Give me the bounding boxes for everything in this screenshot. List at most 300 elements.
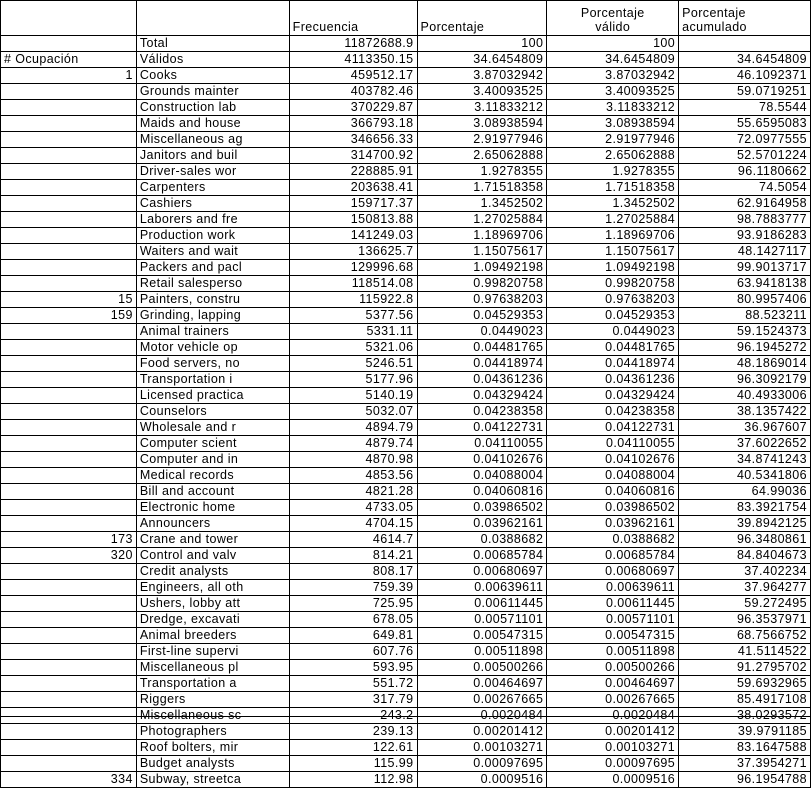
row-label: Miscellaneous ag xyxy=(136,132,289,148)
row-id xyxy=(1,644,137,660)
row-porcentaje-acumulado: 96.3480861 xyxy=(679,532,811,548)
table-row xyxy=(1,116,811,132)
row-porcentaje-acumulado: 59.6932965 xyxy=(679,676,811,692)
row-label: Retail salesperso xyxy=(136,276,289,292)
row-porcentaje-acumulado: 48.1427117 xyxy=(679,244,811,260)
header-porcentaje-valido xyxy=(547,1,679,36)
row-porcentaje-valido: 0.04418974 xyxy=(547,356,679,372)
row-porcentaje-acumulado: 83.1647588 xyxy=(679,740,811,756)
row-frecuencia: 814.21 xyxy=(289,548,417,564)
row-label: Crane and tower xyxy=(136,532,289,548)
row-porcentaje: 1.15075617 xyxy=(417,244,547,260)
row-label: Transportation i xyxy=(136,372,289,388)
row-porcentaje-valido: 0.0020484 xyxy=(547,708,679,724)
validos-frecuencia: 4113350.15 xyxy=(289,52,417,68)
row-porcentaje: 3.40093525 xyxy=(417,84,547,100)
row-label: Control and valv xyxy=(136,548,289,564)
row-label: Carpenters xyxy=(136,180,289,196)
row-porcentaje: 0.03962161 xyxy=(417,516,547,532)
row-id xyxy=(1,484,137,500)
table-row xyxy=(1,596,811,612)
row-frecuencia: 150813.88 xyxy=(289,212,417,228)
row-label: Grounds mainter xyxy=(136,84,289,100)
row-frecuencia: 678.05 xyxy=(289,612,417,628)
row-porcentaje: 0.00267665 xyxy=(417,692,547,708)
row-frecuencia: 4853.56 xyxy=(289,468,417,484)
row-porcentaje-valido: 0.04102676 xyxy=(547,452,679,468)
row-porcentaje-valido: 0.04238358 xyxy=(547,404,679,420)
validos-row xyxy=(1,52,811,68)
row-porcentaje-acumulado: 36.967607 xyxy=(679,420,811,436)
validos-porcentaje: 34.6454809 xyxy=(417,52,547,68)
row-porcentaje-acumulado: 38.0293572 xyxy=(679,708,811,724)
row-porcentaje: 0.0009516 xyxy=(417,772,547,788)
row-label: Computer and in xyxy=(136,452,289,468)
row-id xyxy=(1,676,137,692)
row-porcentaje-acumulado: 93.9186283 xyxy=(679,228,811,244)
row-id xyxy=(1,388,137,404)
row-id xyxy=(1,180,137,196)
validos-porcentaje-acumulado: 34.6454809 xyxy=(679,52,811,68)
row-porcentaje: 0.00685784 xyxy=(417,548,547,564)
row-frecuencia: 370229.87 xyxy=(289,100,417,116)
row-frecuencia: 5321.06 xyxy=(289,340,417,356)
row-id xyxy=(1,564,137,580)
table-row xyxy=(1,676,811,692)
row-porcentaje: 0.04122731 xyxy=(417,420,547,436)
row-porcentaje-valido: 2.91977946 xyxy=(547,132,679,148)
row-porcentaje-acumulado: 39.9791185 xyxy=(679,724,811,740)
table-row xyxy=(1,452,811,468)
row-porcentaje-acumulado: 48.1869014 xyxy=(679,356,811,372)
row-porcentaje-valido: 0.04088004 xyxy=(547,468,679,484)
row-label: Budget analysts xyxy=(136,756,289,772)
row-porcentaje: 0.00500266 xyxy=(417,660,547,676)
row-label: Production work xyxy=(136,228,289,244)
row-id xyxy=(1,276,137,292)
row-frecuencia: 118514.08 xyxy=(289,276,417,292)
row-porcentaje: 0.04481765 xyxy=(417,340,547,356)
row-porcentaje: 1.27025884 xyxy=(417,212,547,228)
row-porcentaje: 0.0020484 xyxy=(417,708,547,724)
row-porcentaje-acumulado: 98.7883777 xyxy=(679,212,811,228)
row-frecuencia: 4894.79 xyxy=(289,420,417,436)
row-id xyxy=(1,84,137,100)
row-porcentaje: 0.00201412 xyxy=(417,724,547,740)
row-frecuencia: 5331.11 xyxy=(289,324,417,340)
row-porcentaje-acumulado: 74.5054 xyxy=(679,180,811,196)
table-row xyxy=(1,340,811,356)
total-row-id xyxy=(1,36,137,52)
row-porcentaje: 0.0388682 xyxy=(417,532,547,548)
row-id: 173 xyxy=(1,532,137,548)
row-frecuencia: 607.76 xyxy=(289,644,417,660)
row-porcentaje-valido: 3.08938594 xyxy=(547,116,679,132)
row-porcentaje-valido: 0.03986502 xyxy=(547,500,679,516)
row-porcentaje-valido: 0.99820758 xyxy=(547,276,679,292)
row-id xyxy=(1,244,137,260)
row-frecuencia: 159717.37 xyxy=(289,196,417,212)
table-row xyxy=(1,212,811,228)
row-label: Maids and house xyxy=(136,116,289,132)
row-frecuencia: 366793.18 xyxy=(289,116,417,132)
row-label: Counselors xyxy=(136,404,289,420)
table-row xyxy=(1,324,811,340)
row-id xyxy=(1,468,137,484)
row-id: 1 xyxy=(1,68,137,84)
row-porcentaje: 1.3452502 xyxy=(417,196,547,212)
row-frecuencia: 4870.98 xyxy=(289,452,417,468)
row-frecuencia: 317.79 xyxy=(289,692,417,708)
validos-porcentaje-valido: 34.6454809 xyxy=(547,52,679,68)
row-porcentaje-acumulado: 80.9957406 xyxy=(679,292,811,308)
row-porcentaje: 0.00511898 xyxy=(417,644,547,660)
table-row xyxy=(1,420,811,436)
row-porcentaje-valido: 0.00500266 xyxy=(547,660,679,676)
total-porcentaje-acumulado xyxy=(679,36,811,52)
row-porcentaje-valido: 0.00103271 xyxy=(547,740,679,756)
row-id xyxy=(1,628,137,644)
row-label: Wholesale and r xyxy=(136,420,289,436)
row-id xyxy=(1,340,137,356)
row-porcentaje-valido: 0.04329424 xyxy=(547,388,679,404)
row-id xyxy=(1,756,137,772)
row-porcentaje-valido: 0.00201412 xyxy=(547,724,679,740)
table-row xyxy=(1,276,811,292)
row-id xyxy=(1,420,137,436)
table-row xyxy=(1,148,811,164)
row-porcentaje: 0.97638203 xyxy=(417,292,547,308)
header-porcentaje-valido-line1: Porcentaje xyxy=(580,6,645,20)
row-porcentaje-valido: 1.9278355 xyxy=(547,164,679,180)
header-porcentaje-valido-line2: válido xyxy=(595,20,631,34)
table-row xyxy=(1,100,811,116)
row-label: Roof bolters, mir xyxy=(136,740,289,756)
row-frecuencia: 203638.41 xyxy=(289,180,417,196)
row-porcentaje-acumulado: 78.5544 xyxy=(679,100,811,116)
row-id xyxy=(1,356,137,372)
row-porcentaje-valido: 1.71518358 xyxy=(547,180,679,196)
row-frecuencia: 239.13 xyxy=(289,724,417,740)
table-row xyxy=(1,580,811,596)
header-blank-label xyxy=(136,1,289,36)
table-row xyxy=(1,644,811,660)
row-id: 159 xyxy=(1,308,137,324)
table-row xyxy=(1,740,811,756)
row-id: 15 xyxy=(1,292,137,308)
row-id: 320 xyxy=(1,548,137,564)
row-frecuencia: 314700.92 xyxy=(289,148,417,164)
table-row xyxy=(1,660,811,676)
row-porcentaje-acumulado: 84.8404673 xyxy=(679,548,811,564)
row-porcentaje: 1.18969706 xyxy=(417,228,547,244)
header-porcentaje-acumulado-line1: Porcentaje xyxy=(682,6,746,20)
row-label: Computer scient xyxy=(136,436,289,452)
row-porcentaje-acumulado: 59.0719251 xyxy=(679,84,811,100)
row-porcentaje: 0.00680697 xyxy=(417,564,547,580)
row-porcentaje-acumulado: 99.9013717 xyxy=(679,260,811,276)
table-row xyxy=(1,756,811,772)
row-label: Engineers, all oth xyxy=(136,580,289,596)
row-porcentaje: 0.04110055 xyxy=(417,436,547,452)
row-id xyxy=(1,372,137,388)
row-label: Food servers, no xyxy=(136,356,289,372)
row-id xyxy=(1,452,137,468)
row-porcentaje-valido: 1.18969706 xyxy=(547,228,679,244)
row-porcentaje-valido: 0.03962161 xyxy=(547,516,679,532)
row-porcentaje-valido: 0.97638203 xyxy=(547,292,679,308)
table-row xyxy=(1,132,811,148)
header-porcentaje: Porcentaje xyxy=(417,1,547,36)
row-porcentaje-acumulado: 46.1092371 xyxy=(679,68,811,84)
row-id xyxy=(1,228,137,244)
row-porcentaje-acumulado: 96.1180662 xyxy=(679,164,811,180)
table-row xyxy=(1,516,811,532)
row-id xyxy=(1,324,137,340)
row-porcentaje-valido: 0.00571101 xyxy=(547,612,679,628)
table-row xyxy=(1,484,811,500)
row-porcentaje-valido: 0.00511898 xyxy=(547,644,679,660)
row-id xyxy=(1,500,137,516)
row-porcentaje-acumulado: 37.402234 xyxy=(679,564,811,580)
row-frecuencia: 808.17 xyxy=(289,564,417,580)
row-label: Laborers and fre xyxy=(136,212,289,228)
row-id xyxy=(1,692,137,708)
row-frecuencia: 551.72 xyxy=(289,676,417,692)
row-porcentaje-acumulado: 96.3092179 xyxy=(679,372,811,388)
row-porcentaje-acumulado: 37.964277 xyxy=(679,580,811,596)
row-frecuencia: 115.99 xyxy=(289,756,417,772)
table-row xyxy=(1,532,811,548)
table-row xyxy=(1,164,811,180)
row-porcentaje: 0.00103271 xyxy=(417,740,547,756)
row-porcentaje-valido: 0.00639611 xyxy=(547,580,679,596)
row-porcentaje-valido: 0.04529353 xyxy=(547,308,679,324)
row-label: Motor vehicle op xyxy=(136,340,289,356)
row-porcentaje-acumulado: 59.272495 xyxy=(679,596,811,612)
row-porcentaje: 3.87032942 xyxy=(417,68,547,84)
row-label: Driver-sales wor xyxy=(136,164,289,180)
row-porcentaje-valido: 0.0449023 xyxy=(547,324,679,340)
row-frecuencia: 649.81 xyxy=(289,628,417,644)
row-label: Cashiers xyxy=(136,196,289,212)
row-frecuencia: 4821.28 xyxy=(289,484,417,500)
row-frecuencia: 122.61 xyxy=(289,740,417,756)
table-row xyxy=(1,68,811,84)
row-label: Photographers xyxy=(136,724,289,740)
table-row xyxy=(1,468,811,484)
row-frecuencia: 4879.74 xyxy=(289,436,417,452)
row-label: Cooks xyxy=(136,68,289,84)
total-label: Total xyxy=(136,36,289,52)
row-label: Bill and account xyxy=(136,484,289,500)
row-frecuencia: 4704.15 xyxy=(289,516,417,532)
row-porcentaje-acumulado: 68.7566752 xyxy=(679,628,811,644)
row-frecuencia: 112.98 xyxy=(289,772,417,788)
row-id xyxy=(1,260,137,276)
header-blank-id xyxy=(1,1,137,36)
row-porcentaje-acumulado: 63.9418138 xyxy=(679,276,811,292)
table-row xyxy=(1,244,811,260)
row-frecuencia: 459512.17 xyxy=(289,68,417,84)
row-porcentaje-valido: 1.3452502 xyxy=(547,196,679,212)
row-label: Riggers xyxy=(136,692,289,708)
row-porcentaje: 0.04060816 xyxy=(417,484,547,500)
row-id xyxy=(1,740,137,756)
row-id xyxy=(1,596,137,612)
row-porcentaje-valido: 0.0388682 xyxy=(547,532,679,548)
row-porcentaje-valido: 0.00611445 xyxy=(547,596,679,612)
row-porcentaje-acumulado: 96.1954788 xyxy=(679,772,811,788)
row-label: Electronic home xyxy=(136,500,289,516)
row-label: Medical records xyxy=(136,468,289,484)
row-label: Animal breeders xyxy=(136,628,289,644)
row-porcentaje-valido: 3.40093525 xyxy=(547,84,679,100)
row-porcentaje: 0.04102676 xyxy=(417,452,547,468)
row-label: Waiters and wait xyxy=(136,244,289,260)
header-porcentaje-acumulado-line2: acumulado xyxy=(682,20,747,34)
row-frecuencia: 759.39 xyxy=(289,580,417,596)
row-porcentaje-acumulado: 40.5341806 xyxy=(679,468,811,484)
row-porcentaje-acumulado: 96.3537971 xyxy=(679,612,811,628)
row-label: Miscellaneous pl xyxy=(136,660,289,676)
row-porcentaje: 0.00464697 xyxy=(417,676,547,692)
variable-label: # Ocupación xyxy=(1,52,137,68)
row-porcentaje-acumulado: 64.99036 xyxy=(679,484,811,500)
row-porcentaje-acumulado: 59.1524373 xyxy=(679,324,811,340)
row-label: Dredge, excavati xyxy=(136,612,289,628)
row-porcentaje-valido: 0.04481765 xyxy=(547,340,679,356)
row-porcentaje-acumulado: 38.1357422 xyxy=(679,404,811,420)
row-label: Ushers, lobby att xyxy=(136,596,289,612)
row-label: Announcers xyxy=(136,516,289,532)
row-porcentaje: 0.03986502 xyxy=(417,500,547,516)
table-row xyxy=(1,388,811,404)
row-porcentaje: 0.00097695 xyxy=(417,756,547,772)
row-id xyxy=(1,436,137,452)
row-porcentaje: 1.09492198 xyxy=(417,260,547,276)
row-frecuencia: 5177.96 xyxy=(289,372,417,388)
row-frecuencia: 129996.68 xyxy=(289,260,417,276)
row-porcentaje: 0.99820758 xyxy=(417,276,547,292)
row-id xyxy=(1,164,137,180)
table-row xyxy=(1,436,811,452)
row-porcentaje-valido: 3.11833212 xyxy=(547,100,679,116)
row-porcentaje: 3.08938594 xyxy=(417,116,547,132)
row-id xyxy=(1,612,137,628)
row-id: 334 xyxy=(1,772,137,788)
row-porcentaje-valido: 0.04361236 xyxy=(547,372,679,388)
row-porcentaje: 2.91977946 xyxy=(417,132,547,148)
row-porcentaje-valido: 0.04110055 xyxy=(547,436,679,452)
row-frecuencia: 243.2 xyxy=(289,708,417,724)
row-porcentaje: 0.04418974 xyxy=(417,356,547,372)
row-label: Licensed practica xyxy=(136,388,289,404)
table-row xyxy=(1,356,811,372)
row-frecuencia: 136625.7 xyxy=(289,244,417,260)
row-frecuencia: 4614.7 xyxy=(289,532,417,548)
row-porcentaje: 2.65062888 xyxy=(417,148,547,164)
row-porcentaje-acumulado: 41.5114522 xyxy=(679,644,811,660)
total-porcentaje: 100 xyxy=(417,36,547,52)
row-porcentaje-valido: 0.00267665 xyxy=(547,692,679,708)
row-porcentaje: 0.04529353 xyxy=(417,308,547,324)
row-frecuencia: 725.95 xyxy=(289,596,417,612)
row-label: Grinding, lapping xyxy=(136,308,289,324)
row-id xyxy=(1,580,137,596)
table-row xyxy=(1,612,811,628)
row-label: Janitors and buil xyxy=(136,148,289,164)
row-porcentaje: 0.00571101 xyxy=(417,612,547,628)
row-porcentaje-acumulado: 40.4933006 xyxy=(679,388,811,404)
row-porcentaje-acumulado: 72.0977555 xyxy=(679,132,811,148)
total-porcentaje-valido: 100 xyxy=(547,36,679,52)
table-row xyxy=(1,372,811,388)
row-id xyxy=(1,404,137,420)
row-id xyxy=(1,660,137,676)
row-frecuencia: 5377.56 xyxy=(289,308,417,324)
row-label: Construction lab xyxy=(136,100,289,116)
header-row xyxy=(1,1,811,36)
row-porcentaje-valido: 0.04122731 xyxy=(547,420,679,436)
row-porcentaje-valido: 0.00464697 xyxy=(547,676,679,692)
total-frecuencia: 11872688.9 xyxy=(289,36,417,52)
row-porcentaje-acumulado: 39.8942125 xyxy=(679,516,811,532)
table-row xyxy=(1,308,811,324)
row-porcentaje: 0.00611445 xyxy=(417,596,547,612)
row-label: Painters, constru xyxy=(136,292,289,308)
row-porcentaje-valido: 0.00685784 xyxy=(547,548,679,564)
table-row xyxy=(1,292,811,308)
header-frecuencia: Frecuencia xyxy=(289,1,417,36)
table-row xyxy=(1,500,811,516)
table-row xyxy=(1,404,811,420)
row-porcentaje-acumulado: 34.8741243 xyxy=(679,452,811,468)
row-porcentaje-valido: 3.87032942 xyxy=(547,68,679,84)
row-porcentaje: 0.00547315 xyxy=(417,628,547,644)
row-porcentaje-valido: 0.04060816 xyxy=(547,484,679,500)
row-porcentaje-acumulado: 85.4917108 xyxy=(679,692,811,708)
row-porcentaje-acumulado: 37.6022652 xyxy=(679,436,811,452)
row-porcentaje-acumulado: 91.2795702 xyxy=(679,660,811,676)
row-porcentaje-acumulado: 96.1945272 xyxy=(679,340,811,356)
row-porcentaje-valido: 1.09492198 xyxy=(547,260,679,276)
row-porcentaje-acumulado: 83.3921754 xyxy=(679,500,811,516)
row-porcentaje-valido: 0.00680697 xyxy=(547,564,679,580)
row-frecuencia: 141249.03 xyxy=(289,228,417,244)
table-bottom-border xyxy=(0,716,811,734)
header-porcentaje-acumulado xyxy=(679,1,811,36)
row-porcentaje: 1.71518358 xyxy=(417,180,547,196)
row-porcentaje: 0.0449023 xyxy=(417,324,547,340)
row-porcentaje: 1.9278355 xyxy=(417,164,547,180)
table-row xyxy=(1,772,811,788)
row-porcentaje: 3.11833212 xyxy=(417,100,547,116)
table-row xyxy=(1,548,811,564)
row-frecuencia: 346656.33 xyxy=(289,132,417,148)
table-row xyxy=(1,228,811,244)
row-frecuencia: 115922.8 xyxy=(289,292,417,308)
row-frecuencia: 228885.91 xyxy=(289,164,417,180)
row-id xyxy=(1,212,137,228)
row-porcentaje: 0.04238358 xyxy=(417,404,547,420)
row-label: Transportation a xyxy=(136,676,289,692)
table-row xyxy=(1,180,811,196)
table-row xyxy=(1,564,811,580)
row-frecuencia: 5246.51 xyxy=(289,356,417,372)
row-label: First-line supervi xyxy=(136,644,289,660)
row-frecuencia: 5032.07 xyxy=(289,404,417,420)
